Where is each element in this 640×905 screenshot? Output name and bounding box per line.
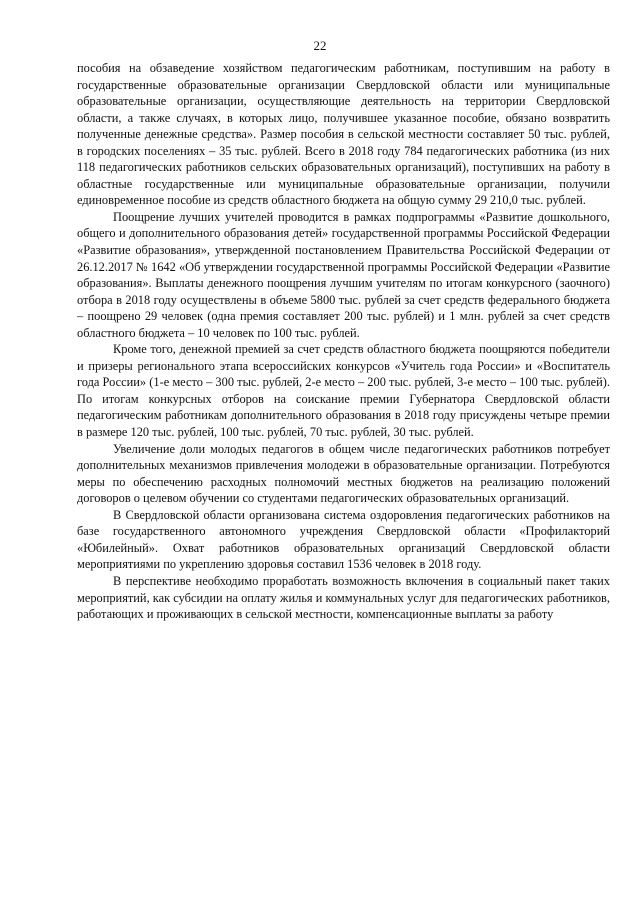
paragraph-young-teachers: Увеличение доли молодых педагогов в общем числе педагогических работников потребует дополнительных механизмов привлечения молодежи в образовательные организации. Потребуются меры по обеспечению расходных полномочий местных бюджетов на реализацию положений договоров о целевом обучении со студентами педагогических образовательных организаций.	[77, 441, 610, 506]
paragraph-best-teachers: Поощрение лучших учителей проводится в рамках подпрограммы «Развитие дошкольного, общего и дополнительного образования детей» государственной программы Российской Федерации «Развитие образования», утвержденной постановлением Правительства Российской Федерации от 26.12.2017 № 1642 «Об утверждении государственной программы Российской Федерации «Развитие образования». Выплаты денежного поощрения лучшим учителям по итогам конкурсного (заочного) отбора в 2018 году осуществлены в объеме 5800 тыс. рублей за счет средств федерального бюджета – поощрено 29 человек (одна премия составляет 200 тыс. рублей) и 1 млн. рублей за счет средств областного бюджета – 10 человек по 100 тыс. рублей.	[77, 209, 610, 340]
paragraph-perspective: В перспективе необходимо проработать возможность включения в социальный пакет таких мероприятий, как субсидии на оплату жилья и коммунальных услуг для педагогических работников, работающих и проживающих в сельской местности, компенсационные выплаты за работу	[77, 573, 610, 622]
document-body	[77, 60, 610, 623]
page-number: 22	[313, 38, 327, 53]
paragraph-health-program: В Свердловской области организована система оздоровления педагогических работников на базе государственного автономного учреждения Свердловской области «Профилакторий «Юбилейный». Охват работников образовательных организаций Свердловской области мероприятиями по укреплению здоровья составил 1536 человек в 2018 году.	[77, 507, 610, 572]
paragraph-regional-prizes: Кроме того, денежной премией за счет средств областного бюджета поощряются победители и призеры регионального этапа всероссийских конкурсов «Учитель года России» и «Воспитатель года России» (1-е место – 300 тыс. рублей, 2-е место – 200 тыс. рублей, 3-е место – 100 тыс. рублей). По итогам конкурсных отборов на соискание премии Губернатора Свердловской области педагогическим работникам дополнительного образования в 2018 году присуждены четыре премии в размере 120 тыс. рублей, 100 тыс. рублей, 70 тыс. рублей, 30 тыс. рублей.	[77, 342, 610, 440]
paragraph-continuation: пособия на обзаведение хозяйством педагогическим работникам, поступившим на работу в государственные образовательные организации Свердловской области или муниципальные образовательные организации, осуществляющие деятельность на территории Свердловской области, а также случаях, в которых лицо, получившее указанное пособие, обязано возвратить полученные денежные средства». Размер пособия в сельской местности составляет 50 тыс. рублей, в городских поселениях – 35 тыс. рублей. Всего в 2018 году 784 педагогических работника (из них 118 педагогических работников сельских образовательных организаций), поступивших на работу в областные государственные или муниципальные образовательные организации, получили единовременное пособие из средств областного бюджета на общую сумму 29 210,0 тыс. рублей.	[77, 61, 610, 208]
